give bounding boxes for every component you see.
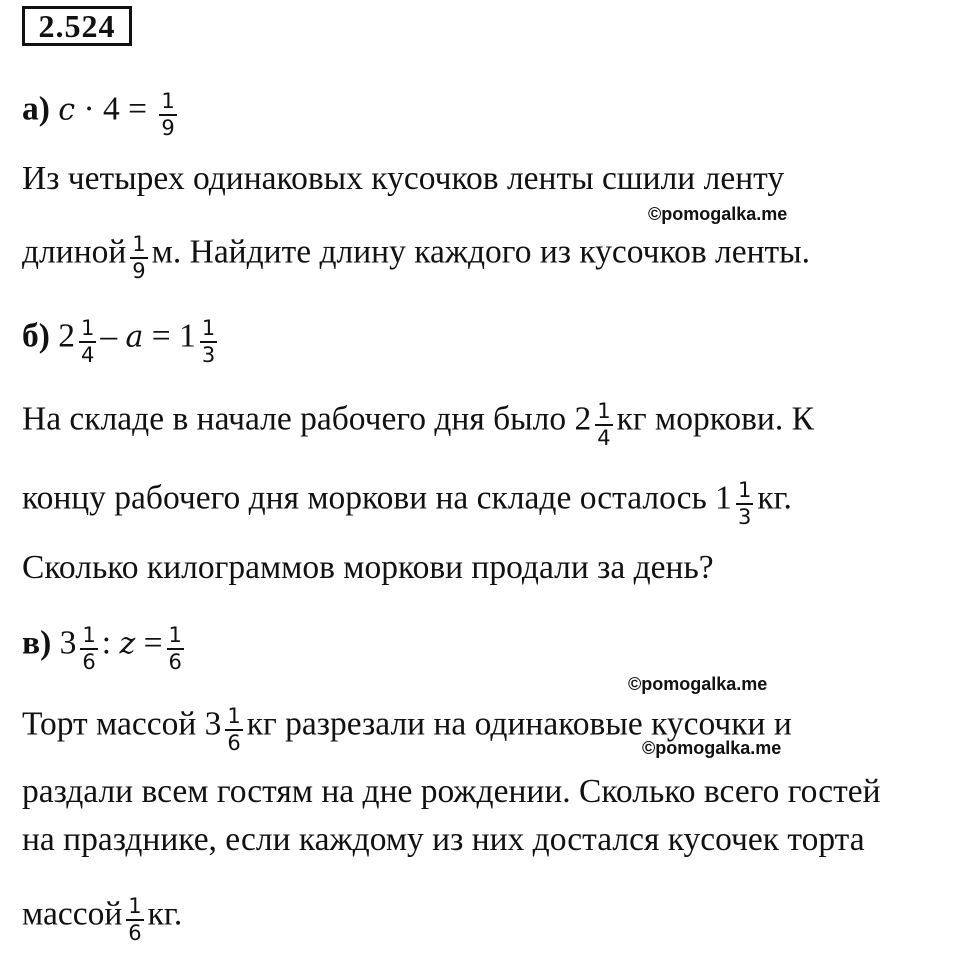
part-c-text-line4-start: массой [22, 895, 123, 933]
part-c-colon: : [101, 624, 112, 662]
watermark: ©pomogalka.me [642, 738, 782, 758]
fraction-numerator: 1 [132, 232, 146, 256]
fraction-denominator: 3 [201, 343, 216, 367]
part-c-int: 3 [59, 624, 77, 662]
fraction-numerator: 1 [168, 623, 182, 647]
part-c-inline-fraction-2 [126, 896, 143, 944]
part-a-rhs-fraction [159, 91, 176, 139]
part-b-equals: = 1 [151, 317, 196, 355]
fraction-denominator: 3 [737, 505, 752, 529]
part-a-eq-mid: · 4 = [83, 90, 148, 128]
part-b-equation [22, 315, 221, 367]
part-c-fraction-2 [167, 625, 184, 673]
part-c-equation [22, 622, 188, 674]
watermark: ©pomogalka.me [648, 204, 788, 224]
part-c-text-line4 [22, 893, 183, 945]
fraction-denominator: 6 [128, 921, 142, 945]
fraction-denominator: 9 [161, 116, 175, 140]
part-c-fraction-1 [80, 625, 97, 673]
part-b-text-line2-start: концу рабочего дня моркови на складе осталось 1 [22, 479, 732, 517]
part-b-text-line1-start: На складе в начале рабочего дня было 2 [22, 400, 592, 438]
part-b-var: a [125, 319, 144, 355]
part-b-inline-fraction-1 [595, 401, 612, 449]
fraction-denominator: 6 [82, 650, 96, 674]
part-a-label: а) [22, 90, 50, 128]
fraction-numerator: 1 [161, 89, 175, 113]
part-a-equation [22, 88, 181, 140]
fraction-numerator: 1 [128, 894, 142, 918]
fraction-numerator: 1 [737, 478, 752, 502]
part-c-text-line1-start: Торт массой 3 [22, 705, 222, 743]
part-b-label: б) [22, 317, 50, 355]
part-b-text-line3: Сколько килограммов моркови продали за день? [22, 549, 714, 586]
part-a-var: c [58, 92, 76, 128]
fraction-denominator: 6 [168, 650, 182, 674]
part-b-text-line1 [22, 398, 814, 450]
part-a-text-line2-end: м. Найдите длину каждого из кусочков ленты. [151, 233, 811, 271]
fraction-denominator: 9 [132, 259, 146, 283]
part-b-fraction-1 [79, 318, 96, 366]
part-b-int1: 2 [58, 317, 76, 355]
part-a-inline-fraction [130, 234, 147, 282]
fraction-denominator: 4 [597, 426, 611, 450]
problem-number-box [22, 6, 132, 46]
fraction-numerator: 1 [82, 623, 96, 647]
part-b-inline-fraction-2 [736, 480, 753, 528]
part-c-text-line1-end: кг разрезали на одинаковые кусочки и [246, 705, 792, 743]
fraction-numerator: 1 [597, 399, 611, 423]
part-b-text-line1-end: кг моркови. К [616, 400, 814, 438]
part-c-text-line2: раздали всем гостям на дне рождении. Сколько всего гостей [22, 773, 881, 810]
fraction-denominator: 6 [227, 731, 241, 755]
part-a-text-line1: Из четырех одинаковых кусочков ленты сшили ленту [22, 160, 785, 197]
part-a-text-line2 [22, 231, 811, 283]
fraction-numerator: 1 [201, 316, 216, 340]
part-c-inline-fraction-1 [225, 706, 242, 754]
part-c-equals: = [143, 624, 163, 662]
part-c-var: z [119, 626, 136, 662]
problem-number: 2.524 [38, 7, 116, 44]
fraction-numerator: 1 [227, 704, 241, 728]
part-b-fraction-2 [200, 318, 217, 366]
part-c-label: в) [22, 624, 52, 662]
part-b-text-line2 [22, 477, 792, 529]
watermark: ©pomogalka.me [628, 674, 768, 694]
fraction-denominator: 4 [81, 343, 95, 367]
part-b-minus: – [100, 317, 118, 355]
part-c-text-line4-end: кг. [147, 895, 183, 933]
part-b-text-line2-end: кг. [757, 479, 792, 517]
part-c-text-line3: на празднике, если каждому из них достался кусочек торта [22, 821, 865, 858]
fraction-numerator: 1 [81, 316, 95, 340]
part-a-text-line2-start: длиной [22, 233, 127, 271]
